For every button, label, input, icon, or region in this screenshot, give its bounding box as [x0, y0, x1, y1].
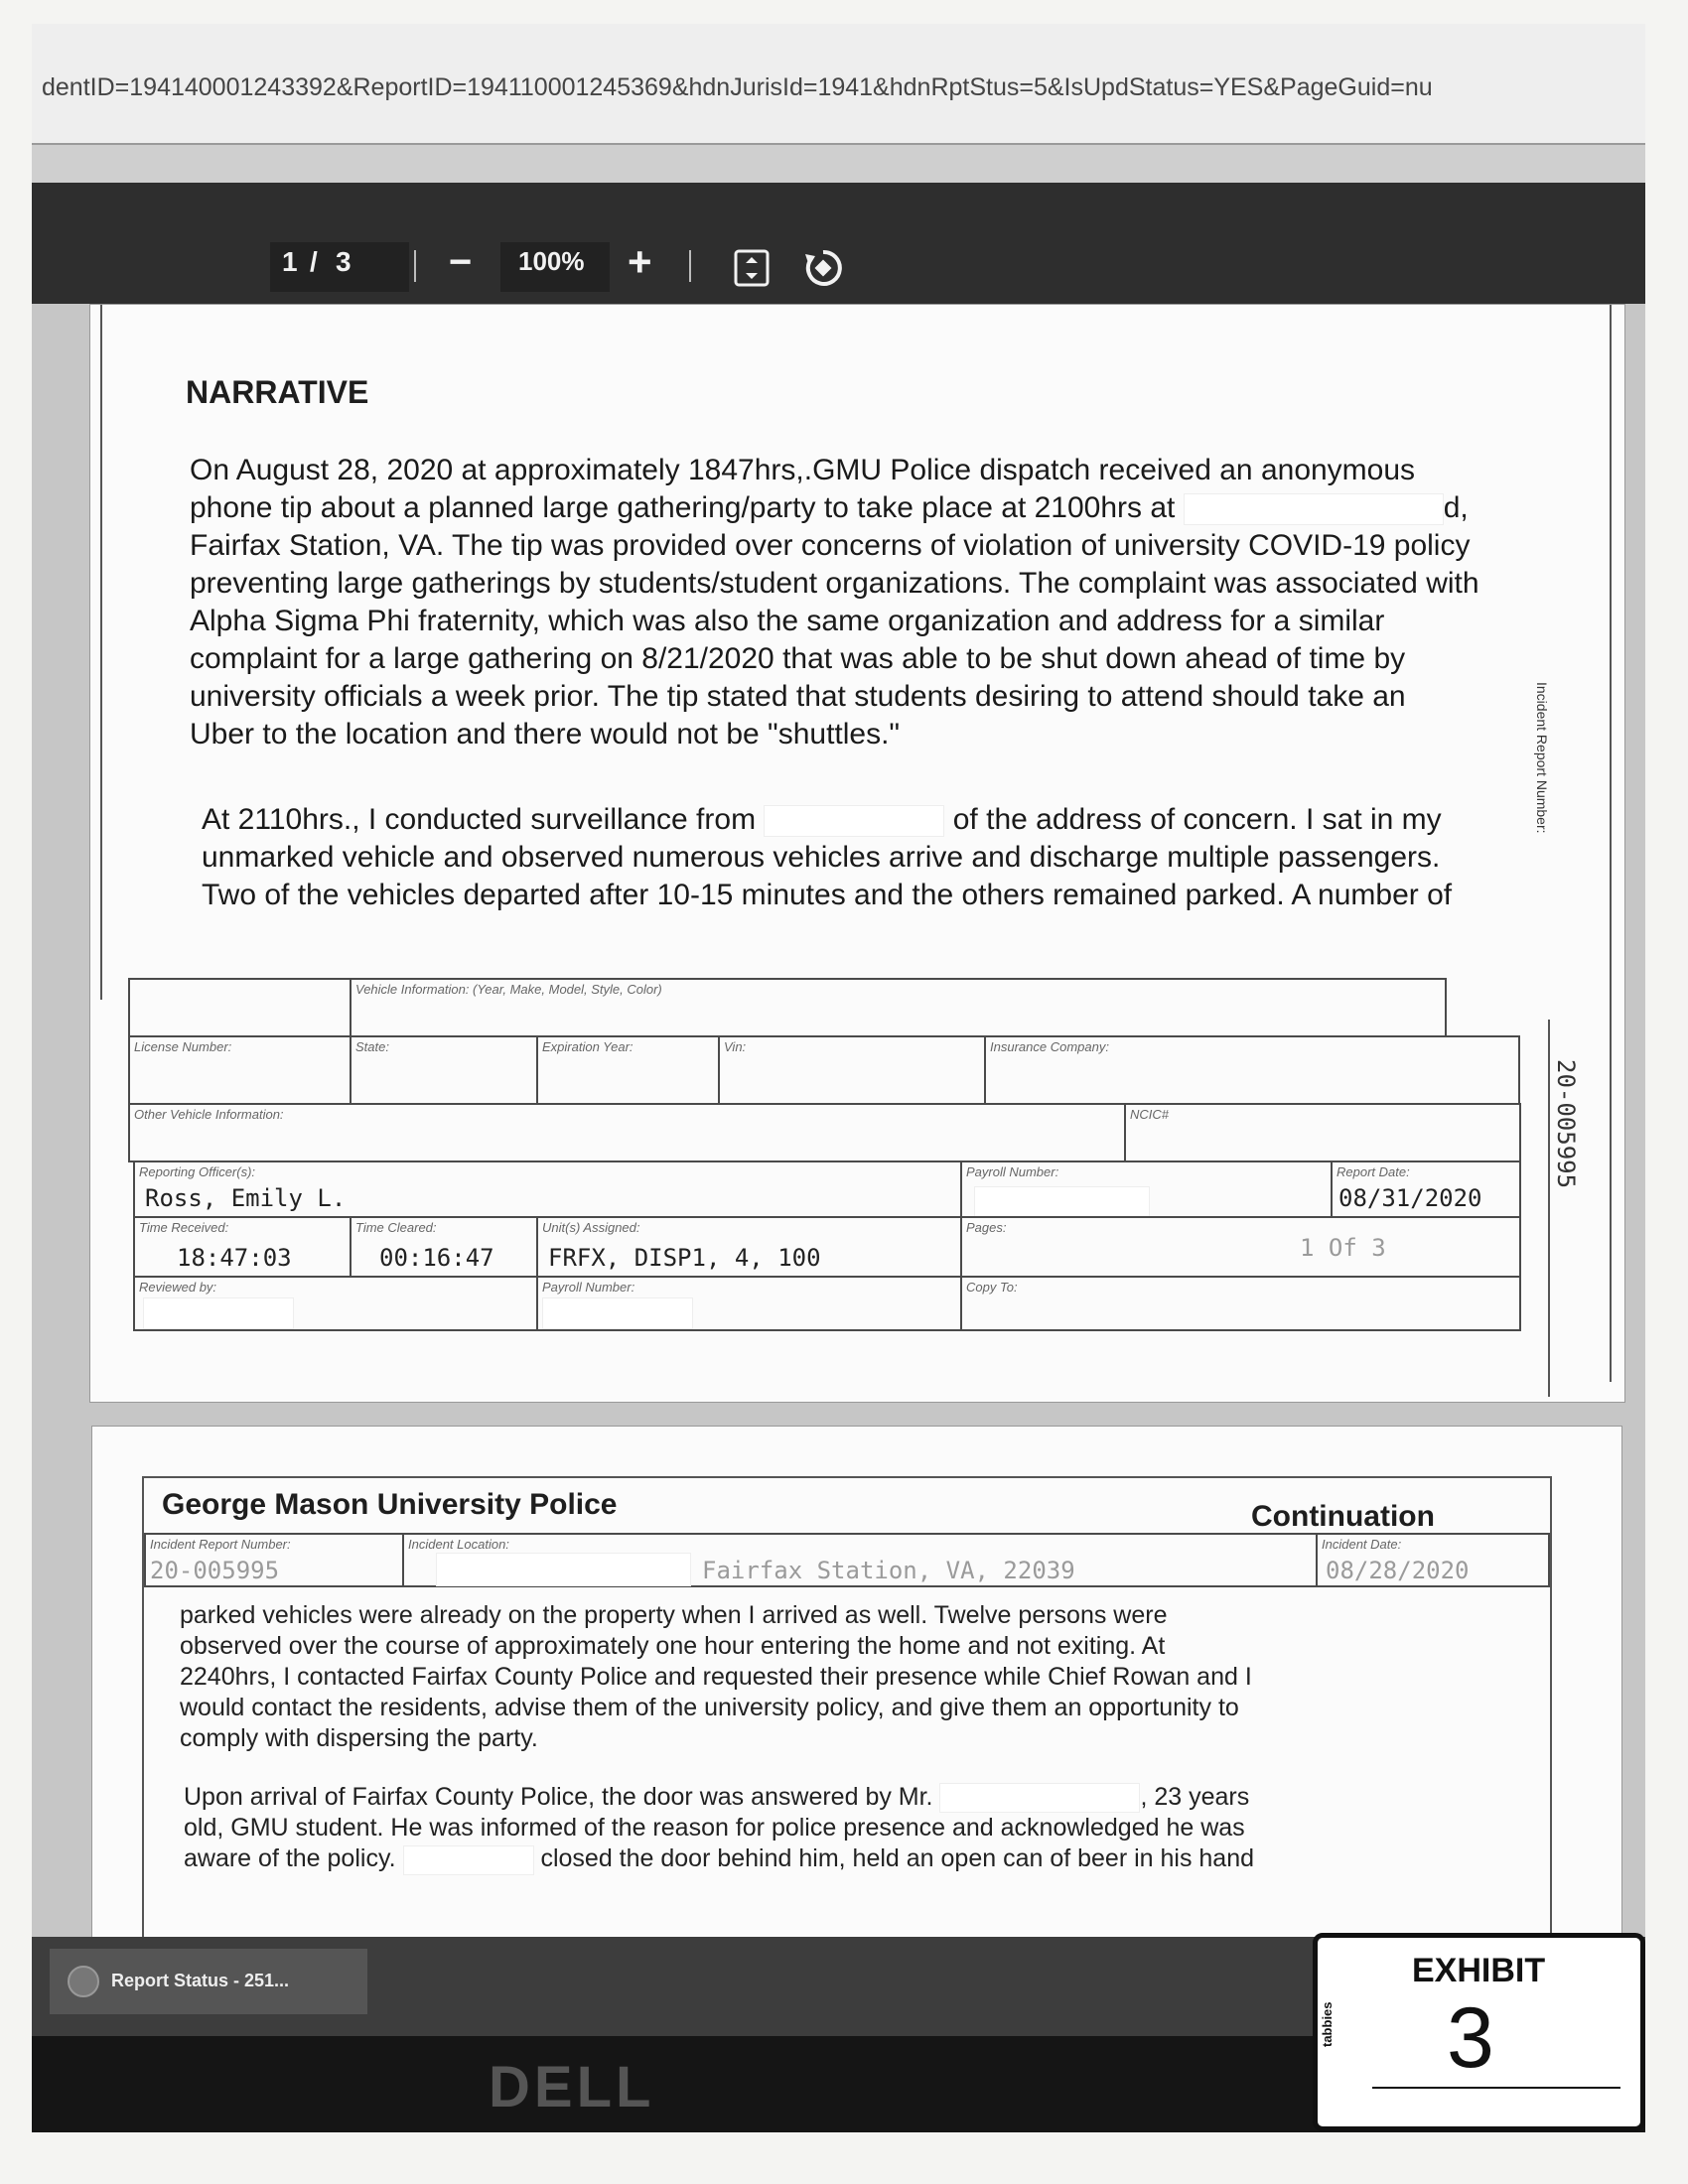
browser-address-bar[interactable]: [32, 24, 1645, 145]
other-vehicle-info-field: Other Vehicle Information:: [128, 1103, 1126, 1162]
text-line: phone tip about a planned large gathering/party to take place at 2100hrs at d,: [190, 491, 1469, 524]
text-line: observed over the course of approximately one hour entering the home and not exiting. At: [180, 1632, 1166, 1660]
exhibit-sticker: [1313, 1933, 1645, 2131]
vin-field: Vin:: [718, 1035, 986, 1105]
redaction-box: [143, 1297, 294, 1329]
pdf-toolbar: [32, 183, 1645, 304]
text-line: Uber to the location and there would not be "shuttles.": [190, 718, 901, 751]
narrative-paragraph-1: [190, 452, 1600, 753]
redaction-box: [542, 1297, 693, 1329]
text-line: old, GMU student. He was informed of the reason for police presence and acknowledged he was: [184, 1814, 1245, 1843]
expiration-year-field: Expiration Year:: [536, 1035, 720, 1105]
page-total: 3: [336, 246, 352, 277]
rotate-icon[interactable]: [801, 246, 845, 290]
state-field: State:: [350, 1035, 538, 1105]
reporting-officer-field: Reporting Officer(s): Ross, Emily L.: [133, 1160, 962, 1218]
report-form: [128, 978, 1558, 1355]
monitor-brand-logo: DELL: [489, 2055, 655, 2119]
page-separator: /: [310, 246, 318, 277]
continuation-title: Continuation: [1251, 1500, 1435, 1533]
page-current[interactable]: 1: [282, 246, 298, 277]
text-line: unmarked vehicle and observed numerous vehicles arrive and discharge multiple passengers.: [202, 841, 1441, 874]
redaction-box: [974, 1186, 1150, 1218]
text-line: Upon arrival of Fairfax County Police, the door was answered by Mr. , 23 years: [184, 1782, 1534, 1813]
toolbar-divider: [414, 250, 416, 282]
text-line: preventing large gatherings by students/student organizations. The complaint was associated with: [190, 567, 1479, 600]
text-line: Fairfax Station, VA. The tip was provided over concerns of violation of university COVID-19 policy: [190, 529, 1471, 562]
units-assigned-field: Unit(s) Assigned: FRFX, DISP1, 4, 100: [536, 1216, 962, 1278]
continuation-paragraph-1: [180, 1600, 1530, 1754]
time-cleared-field: Time Cleared: 00:16:47: [350, 1216, 538, 1278]
vehicle-info-field: Vehicle Information: (Year, Make, Model, Style, Color): [350, 978, 1447, 1037]
text-line: university officials a week prior. The tip stated that students desiring to attend should take an: [190, 680, 1406, 713]
text-line: Two of the vehicles departed after 10-15 minutes and the others remained parked. A number of: [202, 879, 1453, 911]
zoom-out-button[interactable]: −: [449, 240, 473, 284]
redaction-box: [1184, 493, 1444, 525]
text-line: At 2110hrs., I conducted surveillance from of the address of concern. I sat in my: [202, 803, 1442, 836]
payroll-number-field: Payroll Number:: [960, 1160, 1333, 1218]
text-line: would contact the residents, advise them of the university policy, and give them an opportunity to: [180, 1694, 1239, 1721]
text-line: comply with dispersing the party.: [180, 1724, 538, 1752]
pdf-page-1: [89, 304, 1625, 1403]
text-line: parked vehicles were already on the property when I arrived as well. Twelve persons were: [180, 1601, 1168, 1629]
incident-report-number-field: Incident Report Number: 20-005995: [144, 1533, 404, 1587]
exhibit-title: EXHIBIT: [1412, 1952, 1546, 1989]
time-received-field: Time Received: 18:47:03: [133, 1216, 352, 1278]
report-date-field: Report Date: 08/31/2020: [1331, 1160, 1521, 1218]
text-line: aware of the policy. closed the door behind him, held an open can of beer in his hand: [184, 1843, 1534, 1874]
pdf-viewer[interactable]: [32, 304, 1645, 1937]
redaction-box: [403, 1845, 534, 1875]
monitor-screen: [32, 24, 1645, 2132]
reviewed-by-field: Reviewed by:: [133, 1276, 538, 1331]
exhibit-underline: [1372, 2087, 1620, 2089]
ncic-field: NCIC#: [1124, 1103, 1521, 1162]
text-line: 2240hrs, I contacted Fairfax County Police and requested their presence while Chief Rowan and I: [180, 1663, 1252, 1691]
exhibit-brand: tabbies: [1320, 2001, 1335, 2047]
side-report-number-label: Incident Report Number:: [1534, 682, 1550, 834]
text-line: Alpha Sigma Phi fraternity, which was also the same organization and address for a similar: [190, 605, 1385, 637]
exhibit-number: 3: [1447, 1990, 1494, 2086]
continuation-paragraph-2: [184, 1782, 1534, 1875]
redaction-box: [939, 1783, 1140, 1813]
incident-date-field: Incident Date: 08/28/2020: [1316, 1533, 1550, 1587]
toolbar-divider: [689, 250, 691, 282]
zoom-in-button[interactable]: +: [628, 238, 652, 285]
form-cell: [128, 978, 352, 1037]
page-left-border: [100, 305, 102, 1000]
taskbar-item-report-status[interactable]: [50, 1949, 367, 2014]
zoom-level[interactable]: 100%: [518, 246, 585, 276]
fit-page-icon[interactable]: [732, 248, 772, 288]
pages-field: Pages: 1 Of 3: [960, 1216, 1521, 1278]
redaction-box: [436, 1553, 691, 1586]
narrative-paragraph-2: [202, 801, 1612, 914]
copy-to-field: Copy To:: [960, 1276, 1521, 1331]
url-text[interactable]: dentID=194140001243392&ReportID=194110001245369&hdnJurisId=1941&hdnRptStus=5&IsUpdStatus=YES&PageGuid=nu: [42, 73, 1433, 101]
narrative-heading: NARRATIVE: [186, 374, 369, 410]
text-line: complaint for a large gathering on 8/21/2020 that was able to be shut down ahead of time by: [190, 642, 1406, 675]
taskbar-item-label: Report Status - 251...: [111, 1971, 290, 1990]
agency-name: George Mason University Police: [162, 1488, 618, 1521]
redaction-box: [764, 805, 944, 837]
browser-icon: [68, 1966, 99, 1997]
payroll-number-2-field: Payroll Number:: [536, 1276, 962, 1331]
side-report-number: 20-005995: [1552, 1059, 1580, 1189]
text-line: On August 28, 2020 at approximately 1847hrs,.GMU Police dispatch received an anonymous: [190, 454, 1416, 486]
license-number-field: License Number:: [128, 1035, 352, 1105]
incident-location-field: Incident Location: Fairfax Station, VA, 22039: [402, 1533, 1318, 1587]
continuation-header: [142, 1476, 1552, 1587]
insurance-company-field: Insurance Company:: [984, 1035, 1520, 1105]
